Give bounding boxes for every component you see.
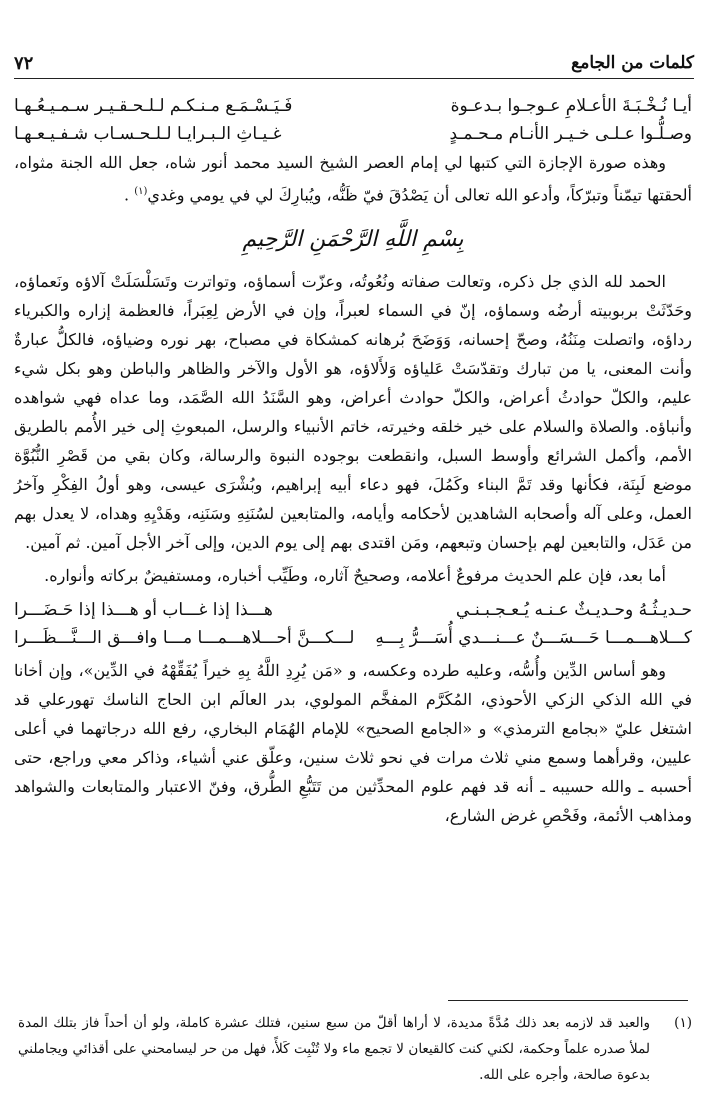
poem-verse xyxy=(14,596,692,624)
footnote-mark: (١) xyxy=(674,1015,692,1031)
verse-first-hemistich: كـــلاهـــمـــا حَـــسَـــنٌ عـــنـــدي أُسَـــرُّ بِـــهِ xyxy=(375,628,692,649)
intro-paragraph xyxy=(14,148,692,209)
page-body xyxy=(14,92,692,830)
poem-verse xyxy=(14,92,692,120)
footnote-divider xyxy=(448,1000,688,1001)
footnote-reference: (١) xyxy=(134,186,148,197)
footnote xyxy=(18,1010,692,1088)
page-number: ٧٢ xyxy=(14,52,34,74)
verse-second-hemistich: فَـيَـسْـمَـع مـنـكـم لـلـحـقـيـر سـمـيـعُـهـا xyxy=(14,96,293,116)
verse-second-hemistich: غـيـاثِ الـبـرايـا لـلـحـسـاب شـفـيـعـهـا xyxy=(14,124,282,144)
intro-text: وهذه صورة الإجازة التي كتبها لي إمام العصر الشيخ السيد محمد أنور شاه، جعل الله الجنة مثواه، ألحقتها تيمّناً وتبرّكاً، وأدعو الله تعالى أن يَصْدُقَ فيّ ظَنُّه، ويُبارِكَ لي في يومي وغدي xyxy=(14,153,692,205)
body-paragraph: الحمد لله الذي جل ذكره، وتعالت صفاته ونُعُوتُه، وعزّت أسماؤه، وتواترت وتَسَلْسَلَتْ آلاؤه ونَعماؤه، وحَدّثَتْ بربوبيته أرضُه وسماؤه، إنّ في السماء لعبراً، وإن في الأرض لِعِبَراً، فالعظمة إزاره والكبرياء رداؤه، واتصلت مِنَنُهُ، وصحّ إحسانه، وَوَضَحَ بُرهانه كمشكاة في مصباح، بهر نوره وضياؤه، فالكلُّ عبارةٌ وأنت المعنى، يا من تبارك وتقدّسَتْ عَلياؤه وَلأَلاؤه، هو الأول والآخر والظاهر والباطن وهو بكل شيء عليم، والكلّ حوادثُ أعراض، والكلّ حوادث أعراض، وهو السَّنَدُ الله الصَّمَد، وما عداه فهي شواهده وأنباؤه. والصلاة والسلام على خير خلقه وخيرته، خاتم الأنبياء والرسل، المبعوثِ إلى خير الأُمم بالطريق الأمم، وأكمل الشرائع وأوسط السبل، وانقطعت بوجوده النبوة والرسالة، وكان بقي من قَصْرِ النُّبُوَّة موضع لَبِنَة، فكأنها وقد تَمَّ البناء وكَمُلَ، فهو دعاء أبيه إبراهيم، وبُشْرَى عيسى، وهو أولُ الفِكْرِ وآخرُ العمل، وعلى آله وأصحابه الشاهدين لأحكامه وأيامه، والمتابعين لسُنَنِهِ وسَنَنِه، وهَدْيِهِ وهداه، لا يعدل بهم من عَدَل، والتابعين لهم بإحسان وتبعهم، ومَن اقتدى بهم إلى يوم الدين، وإلى آخر الأجل آمين. ثم آمين. xyxy=(14,272,692,553)
verse-first-hemistich: أيـا نُـخْـبَـةَ الأعـلامِ عـوجـوا بـدعـوة xyxy=(450,96,692,116)
poem-verse xyxy=(14,120,692,148)
verse-first-hemistich: وصـلُّـوا عـلـى خـيـر الأنـام مـحـمـدٍ xyxy=(449,124,692,144)
verse-first-hemistich: حـديـثُـهُ وحـديـثٌ عـنـه يُـعـجـبـنـي xyxy=(455,600,692,621)
verse-second-hemistich: هـــذا إذا غـــاب أو هـــذا إذا حَـضَـــرا xyxy=(14,600,273,621)
body-paragraph: وهو أساس الدِّين وأُسُّه، وعليه طرده وعكسه، و «مَن يُرِدِ اللَّهُ بِهِ خيراً يُفَقِّهْهُ في الدِّين»، وإن أخانا في الله الذكي الزكي الأحوذي، المُكَرَّم المفخَّم المولوي، بدر العالَم ابن الحاج الناسك تهورعلي قد اشتغل عليّ «بجامع الترمذي» و «الجامع الصحيح» للإمام الهُمَام البخاري، رفع الله درجاتهما في أعلى عليين، وقرأهما وسمع مني ثلاث مرات في نحو ثلاث سنين، وعلّق عني أشياء، وذاكر معي وراجع، حتى أحسبه ـ والله حسيبه ـ أنه قد فهم علوم المحدِّثين من تَتَبُّعِ الطُّرق، وفنّ الاعتبار والمتابعات والشواهد ومذاهب الأئمة، وفَحْصِ غرض الشارع، xyxy=(14,661,692,826)
page-header xyxy=(14,48,694,79)
intro-end: . xyxy=(124,185,130,205)
footnote-text: والعبد قد لازمه بعد ذلك مُدَّةً مديدة، لا أراها أقلّ من سبع سنين، فتلك عشرة كاملة، ولو أن أحداً فاز بتلك المدة لملأ صدره علماً وحكمة، لكني كنت كالقيعان لا تجمع ماء ولا تُنْبِت كَلأً، فهل من حر ليسامحني على أقذائي ويجاملني بدعوة صالحة، وأجره على الله. xyxy=(18,1015,650,1083)
body-paragraph: أما بعد، فإن علم الحديث مرفوعٌ أعلامه، وصحيحٌ آثاره، وطَيِّب أخباره، ومستفيضٌ بركاته وأنواره. xyxy=(44,566,666,586)
basmala: بِسْمِ اللَّهِ الرَّحْمَنِ الرَّحِيمِ xyxy=(242,227,464,253)
poem-verse xyxy=(14,624,692,652)
running-title: كلمات من الجامع xyxy=(571,53,694,73)
verse-second-hemistich: لـــكـــنَّ أحـــلاهـــمـــا مـــا وافـــق الـــنَّـــظَـــرا xyxy=(14,628,355,649)
